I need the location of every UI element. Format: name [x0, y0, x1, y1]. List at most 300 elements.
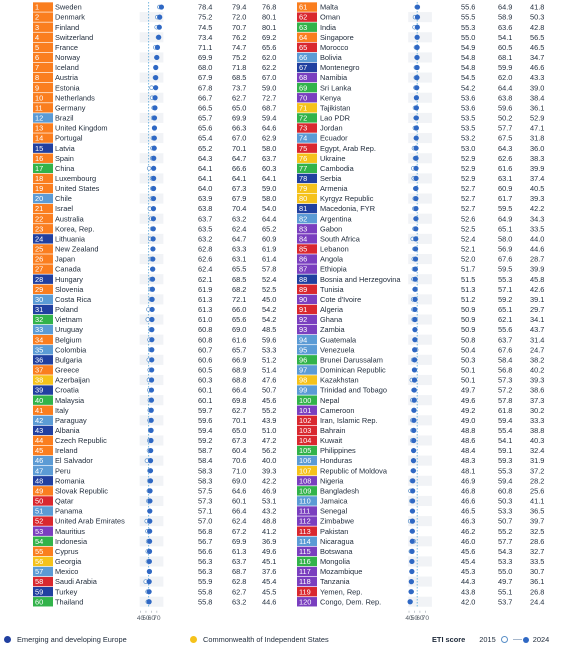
system-performance-value: 32.4: [530, 446, 545, 456]
rank-label: 30: [35, 294, 44, 304]
transition-readiness-value: 67.5: [498, 133, 513, 143]
rank-label: 38: [35, 375, 44, 385]
system-performance-value: 25.6: [530, 486, 545, 496]
marker-2024: [412, 377, 417, 382]
system-performance-value: 42.8: [530, 22, 545, 32]
system-performance-value: 52.9: [530, 113, 545, 123]
system-performance-value: 50.3: [530, 12, 545, 22]
rank-label: 86: [299, 254, 308, 264]
transition-readiness-value: 61.8: [498, 405, 513, 415]
row-shading: [140, 73, 164, 83]
x-tick-label: 70: [153, 614, 161, 622]
transition-readiness-value: 56.9: [498, 244, 513, 254]
rank-label: 21: [35, 204, 44, 214]
system-performance-value: 57.8: [262, 264, 277, 274]
rank-label: 58: [35, 577, 44, 587]
marker-2024: [149, 327, 154, 332]
rank-label: 71: [299, 103, 308, 113]
system-performance-value: 58.0: [262, 194, 277, 204]
system-performance-value: 38.2: [530, 355, 545, 365]
rank-label: 102: [299, 415, 312, 425]
transition-readiness-value: 67.3: [232, 184, 247, 194]
rank-label: 32: [35, 315, 44, 325]
eti-score-value: 52.4: [461, 234, 476, 244]
rank-label: 84: [299, 234, 308, 244]
country-label: Uruguay: [55, 325, 83, 335]
rank-label: 47: [35, 466, 44, 476]
system-performance-value: 51.2: [262, 355, 277, 365]
marker-2024: [413, 146, 418, 151]
country-label: South Africa: [320, 234, 360, 244]
marker-2024: [154, 55, 159, 60]
country-label: Indonesia: [55, 536, 88, 546]
system-performance-value: 38.4: [530, 93, 545, 103]
country-label: Zambia: [320, 325, 345, 335]
transition-readiness-value: 79.4: [232, 2, 247, 12]
country-label: China: [55, 163, 75, 173]
transition-readiness-value: 68.8: [232, 375, 247, 385]
country-label: Netherlands: [55, 93, 95, 103]
transition-readiness-value: 63.7: [498, 335, 513, 345]
eti-score-value: 50.1: [461, 365, 476, 375]
transition-readiness-value: 67.9: [232, 194, 247, 204]
marker-2024: [413, 256, 418, 261]
marker-2024: [413, 226, 418, 231]
system-performance-value: 68.7: [262, 103, 277, 113]
rank-label: 20: [35, 194, 44, 204]
rank-label: 104: [299, 436, 312, 446]
rank-label: 63: [299, 22, 308, 32]
country-label: Senegal: [320, 506, 348, 516]
country-label: Peru: [55, 466, 71, 476]
rank-label: 99: [299, 385, 308, 395]
country-label: Sweden: [55, 2, 82, 12]
country-label: Iceland: [55, 63, 79, 73]
system-performance-value: 29.7: [530, 305, 545, 315]
system-performance-value: 54.2: [262, 315, 277, 325]
rank-label: 12: [35, 113, 44, 123]
eti-score-value: 67.8: [198, 83, 213, 93]
eti-score-value: 66.5: [198, 103, 213, 113]
marker-2024: [407, 599, 412, 604]
marker-2024: [147, 569, 152, 574]
marker-2024: [147, 488, 152, 493]
system-performance-value: 36.9: [262, 536, 277, 546]
rank-label: 13: [35, 123, 44, 133]
system-performance-value: 59.4: [262, 113, 277, 123]
marker-2024: [413, 236, 418, 241]
eti-score-value: 69.9: [198, 53, 213, 63]
transition-readiness-value: 69.0: [232, 476, 247, 486]
rank-label: 37: [35, 365, 44, 375]
marker-2024: [409, 559, 414, 564]
system-performance-value: 45.0: [262, 294, 277, 304]
eti-score-value: 46.9: [461, 476, 476, 486]
country-label: Mexico: [55, 567, 79, 577]
eti-score-value: 54.8: [461, 63, 476, 73]
transition-readiness-value: 67.6: [498, 345, 513, 355]
transition-readiness-value: 64.7: [232, 234, 247, 244]
transition-readiness-value: 66.0: [232, 305, 247, 315]
eti-score-value: 50.3: [461, 355, 476, 365]
country-label: Morocco: [320, 42, 349, 52]
marker-2024: [147, 549, 152, 554]
country-label: Mozambique: [320, 567, 363, 577]
country-label: United Kingdom: [55, 123, 108, 133]
transition-readiness-value: 57.7: [498, 536, 513, 546]
marker-2024: [150, 307, 155, 312]
eti-score-value: 51.5: [461, 274, 476, 284]
eti-score-value: 50.8: [461, 335, 476, 345]
marker-2024: [412, 337, 417, 342]
country-label: Poland: [55, 305, 79, 315]
eti-score-value: 58.4: [198, 456, 213, 466]
marker-2024: [415, 15, 420, 20]
transition-readiness-value: 61.6: [232, 335, 247, 345]
transition-readiness-value: 70.1: [232, 415, 247, 425]
marker-2024: [147, 579, 152, 584]
system-performance-value: 62.2: [262, 63, 277, 73]
marker-2015: [150, 86, 154, 90]
legend-swatch-europe: [4, 636, 11, 643]
transition-readiness-value: 67.2: [232, 526, 247, 536]
system-performance-value: 54.0: [262, 204, 277, 214]
marker-2024: [412, 307, 417, 312]
system-performance-value: 45.1: [262, 557, 277, 567]
transition-readiness-value: 61.7: [498, 194, 513, 204]
marker-2024: [409, 579, 414, 584]
marker-2024: [412, 317, 417, 322]
rank-label: 85: [299, 244, 308, 254]
system-performance-value: 37.4: [530, 174, 545, 183]
system-performance-value: 45.5: [262, 587, 277, 597]
eti-score-value: 49.6: [461, 395, 476, 405]
transition-readiness-value: 49.7: [498, 577, 513, 587]
rank-label: 59: [35, 587, 44, 597]
system-performance-value: 36.5: [530, 506, 545, 516]
system-performance-value: 40.3: [530, 436, 545, 446]
country-label: Iran, Islamic Rep.: [320, 415, 378, 425]
system-performance-value: 38.8: [530, 426, 545, 435]
marker-2024: [409, 549, 414, 554]
country-label: Ethiopia: [320, 264, 347, 274]
rank-label: 52: [35, 516, 44, 526]
eti-score-value: 57.5: [198, 486, 213, 496]
rank-label: 88: [299, 274, 308, 284]
system-performance-value: 31.8: [530, 133, 545, 143]
country-label: Kuwait: [320, 436, 343, 446]
system-performance-value: 61.4: [262, 254, 277, 264]
transition-readiness-value: 70.1: [232, 143, 247, 153]
marker-2024: [147, 519, 152, 524]
eti-score-value: 53.5: [461, 123, 476, 133]
marker-2024: [149, 387, 154, 392]
marker-2024: [147, 539, 152, 544]
country-label: United States: [55, 184, 100, 194]
system-performance-value: 41.2: [262, 526, 277, 536]
transition-readiness-value: 65.6: [232, 315, 247, 325]
rank-label: 89: [299, 284, 308, 294]
marker-2024: [412, 347, 417, 352]
eti-score-value: 43.8: [461, 587, 476, 597]
marker-2024: [153, 85, 158, 90]
eti-score-value: 68.0: [198, 63, 213, 73]
marker-2024: [411, 448, 416, 453]
rank-label: 56: [35, 557, 44, 567]
rank-label: 5: [35, 42, 40, 52]
country-label: Cote d'Ivoire: [320, 294, 362, 304]
rank-label: 78: [299, 174, 308, 183]
rank-label: 46: [35, 456, 44, 466]
transition-readiness-value: 59.3: [498, 456, 513, 466]
eti-score-value: 54.8: [461, 53, 476, 63]
marker-2024: [413, 156, 418, 161]
rank-label: 87: [299, 264, 308, 274]
country-label: Bulgaria: [55, 355, 83, 365]
eti-score-value: 48.3: [461, 456, 476, 466]
country-label: Cyprus: [55, 546, 79, 556]
transition-readiness-value: 69.9: [232, 536, 247, 546]
system-performance-value: 34.1: [530, 315, 545, 325]
eti-score-value: 52.9: [461, 163, 476, 173]
rank-label: 40: [35, 395, 44, 405]
marker-2024: [412, 367, 417, 372]
transition-readiness-value: 58.9: [498, 12, 513, 22]
system-performance-value: 51.0: [262, 426, 277, 435]
transition-readiness-value: 54.1: [498, 436, 513, 446]
transition-readiness-value: 61.6: [498, 163, 513, 173]
eti-score-value: 55.8: [198, 597, 213, 607]
transition-readiness-value: 62.8: [232, 577, 247, 587]
year-old-label: 2015: [479, 635, 496, 644]
eti-score-value: 62.4: [198, 264, 213, 274]
x-tick-label: 50: [410, 614, 419, 622]
eti-score-value: 61.3: [198, 294, 213, 304]
country-label: Bolivia: [320, 53, 342, 63]
marker-2024: [414, 135, 419, 140]
marker-2024: [414, 75, 419, 80]
marker-2024: [414, 115, 419, 120]
country-label: Brazil: [55, 113, 74, 123]
eti-score-value: 60.7: [198, 345, 213, 355]
eti-score-value: 75.2: [198, 12, 213, 22]
country-label: Georgia: [55, 557, 82, 567]
transition-readiness-value: 74.7: [232, 42, 247, 52]
rank-label: 50: [35, 496, 44, 506]
rank-label: 98: [299, 375, 308, 385]
marker-2024: [149, 408, 154, 413]
system-performance-value: 41.1: [530, 496, 545, 506]
country-label: France: [55, 42, 79, 52]
country-label: Botswana: [320, 546, 353, 556]
row-shading: [408, 194, 432, 204]
transition-readiness-value: 62.4: [232, 516, 247, 526]
transition-readiness-value: 59.6: [498, 103, 513, 113]
rank-label: 120: [299, 597, 312, 607]
transition-readiness-value: 57.8: [498, 395, 513, 405]
marker-2024: [149, 347, 154, 352]
system-performance-value: 64.6: [262, 123, 277, 133]
transition-readiness-value: 55.2: [498, 526, 513, 536]
transition-readiness-value: 53.3: [498, 557, 513, 567]
system-performance-value: 46.5: [530, 42, 545, 52]
eti-score-value: 66.7: [198, 93, 213, 103]
transition-readiness-value: 50.2: [498, 113, 513, 123]
marker-2024: [148, 468, 153, 473]
eti-score-value: 52.7: [461, 184, 476, 194]
rank-label: 105: [299, 446, 312, 456]
eti-score-value: 57.0: [198, 516, 213, 526]
country-label: Gabon: [320, 224, 343, 234]
eti-score-value: 54.5: [461, 73, 476, 83]
rank-label: 94: [299, 335, 308, 345]
system-performance-value: 51.4: [262, 365, 277, 375]
transition-readiness-value: 70.7: [232, 22, 247, 32]
eti-score-value: 51.3: [461, 284, 476, 294]
rank-label: 2: [35, 12, 40, 22]
rank-label: 57: [35, 567, 44, 577]
eti-score-value: 51.7: [461, 264, 476, 274]
system-performance-value: 61.9: [262, 244, 277, 254]
eti-score-value: 65.6: [198, 123, 213, 133]
rank-label: 75: [299, 143, 308, 153]
eti-score-value: 52.7: [461, 204, 476, 214]
x-tick-label: 60: [147, 614, 156, 622]
system-performance-value: 40.5: [530, 184, 545, 194]
system-performance-value: 42.2: [262, 476, 277, 486]
country-label: Ecuador: [320, 133, 348, 143]
eti-score-value: 61.0: [198, 315, 213, 325]
eti-score-value: 56.7: [198, 536, 213, 546]
rank-label: 111: [299, 506, 311, 516]
transition-readiness-value: 63.1: [232, 254, 247, 264]
rank-label: 79: [299, 184, 308, 194]
row-shading: [408, 113, 432, 123]
rank-label: 14: [35, 133, 44, 143]
country-label: Australia: [55, 214, 84, 224]
transition-readiness-value: 60.5: [498, 42, 513, 52]
transition-readiness-value: 59.5: [498, 204, 513, 214]
rank-label: 69: [299, 83, 308, 93]
rank-label: 118: [299, 577, 311, 587]
rank-label: 16: [35, 153, 44, 163]
system-performance-value: 69.2: [262, 32, 277, 42]
country-label: Montenegro: [320, 63, 360, 73]
transition-readiness-value: 71.0: [232, 466, 247, 476]
country-label: Zimbabwe: [320, 516, 355, 526]
country-label: Czech Republic: [55, 436, 107, 446]
eti-score-value: 65.4: [198, 133, 213, 143]
system-performance-value: 39.0: [530, 83, 545, 93]
country-label: Bahrain: [320, 426, 346, 435]
country-label: Austria: [55, 73, 79, 83]
country-label: Slovak Republic: [55, 486, 108, 496]
row-shading: [140, 52, 164, 62]
country-label: Namibia: [320, 73, 348, 83]
marker-2024: [414, 85, 419, 90]
marker-2024: [147, 589, 152, 594]
country-label: Colombia: [55, 345, 87, 355]
row-shading: [408, 93, 432, 103]
marker-2024: [413, 297, 418, 302]
system-performance-value: 72.7: [262, 93, 277, 103]
transition-readiness-value: 55.0: [498, 567, 513, 577]
rank-label: 61: [299, 2, 308, 12]
country-label: Argentina: [320, 214, 352, 224]
rank-label: 82: [299, 214, 308, 224]
system-performance-value: 62.0: [262, 53, 277, 63]
system-performance-value: 45.4: [262, 577, 277, 587]
transition-readiness-value: 57.1: [498, 284, 513, 294]
rank-label: 8: [35, 73, 40, 83]
rank-label: 119: [299, 587, 311, 597]
rank-label: 45: [35, 446, 44, 456]
system-performance-value: 42.6: [530, 284, 545, 294]
transition-readiness-value: 62.0: [498, 73, 513, 83]
row-shading: [408, 214, 432, 224]
transition-readiness-value: 62.4: [232, 224, 247, 234]
eti-score-value: 56.8: [198, 526, 213, 536]
transition-readiness-value: 64.3: [498, 143, 513, 153]
marker-2024: [157, 25, 162, 30]
marker-2024: [413, 196, 418, 201]
marker-2024: [415, 35, 420, 40]
eti-score-value: 60.1: [198, 395, 213, 405]
country-label: Lao PDR: [320, 113, 350, 123]
marker-2024: [159, 4, 164, 9]
system-performance-value: 40.2: [530, 365, 545, 375]
rank-label: 34: [35, 335, 44, 345]
transition-readiness-value: 63.3: [232, 244, 247, 254]
marker-2024: [412, 387, 417, 392]
rank-label: 70: [299, 93, 308, 103]
marker-2024: [147, 498, 152, 503]
transition-readiness-value: 65.1: [498, 224, 513, 234]
marker-2024: [151, 156, 156, 161]
system-performance-value: 48.5: [262, 325, 277, 335]
row-shading: [408, 335, 432, 345]
marker-2024: [413, 206, 418, 211]
transition-readiness-value: 63.2: [232, 597, 247, 607]
legend-label-cis: Commonwealth of Independent States: [203, 635, 329, 644]
system-performance-value: 36.1: [530, 577, 545, 587]
system-performance-value: 39.9: [530, 264, 545, 274]
rank-label: 7: [35, 63, 40, 73]
rank-label: 112: [299, 516, 311, 526]
country-label: Republic of Moldova: [320, 466, 387, 476]
marker-2024: [152, 146, 157, 151]
system-performance-value: 28.6: [530, 536, 545, 546]
rank-label: 19: [35, 184, 44, 194]
marker-2024: [410, 478, 415, 483]
eti-score-value: 58.7: [198, 446, 213, 456]
rank-label: 100: [299, 395, 312, 405]
rank-label: 65: [299, 42, 308, 52]
rank-label: 107: [299, 466, 312, 476]
rank-label: 60: [35, 597, 44, 607]
eti-score-value: 46.5: [461, 506, 476, 516]
marker-2024: [151, 236, 156, 241]
eti-score-value: 52.0: [461, 254, 476, 264]
transition-readiness-value: 65.0: [232, 103, 247, 113]
transition-readiness-value: 63.2: [232, 214, 247, 224]
rank-label: 54: [35, 536, 44, 546]
marker-2024: [156, 35, 161, 40]
marker-2024: [151, 206, 156, 211]
system-performance-value: 41.8: [530, 2, 545, 12]
rank-label: 18: [35, 174, 44, 183]
eti-score-value: 45.3: [461, 567, 476, 577]
